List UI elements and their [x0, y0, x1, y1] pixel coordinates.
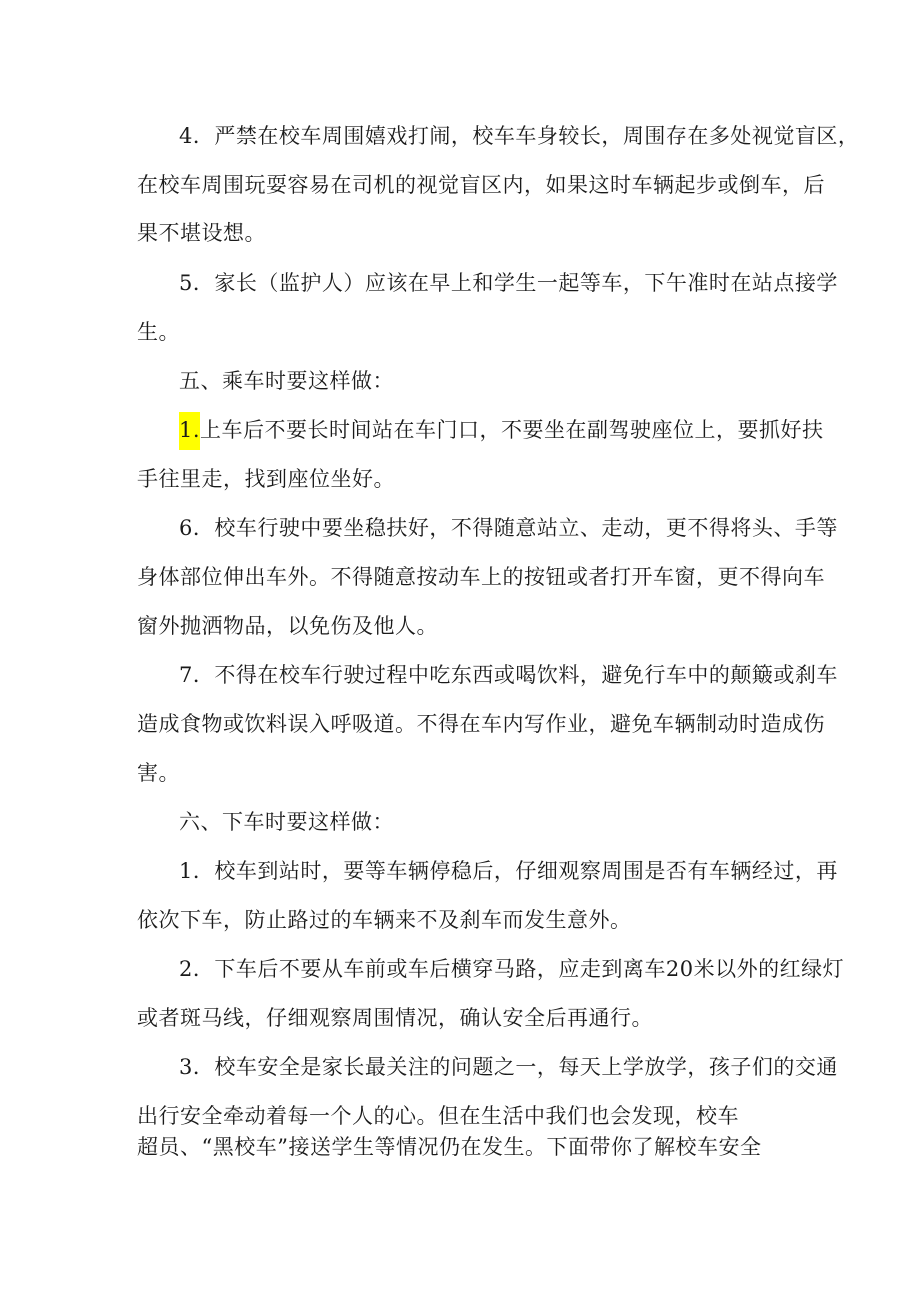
item-7-line-2: 造成食物或饮料误入呼吸道。不得在车内写作业，避免车辆制动时造成伤: [137, 712, 825, 736]
alighting-item-1-line-2: 依次下车，防止路过的车辆来不及刹车而发生意外。: [137, 908, 632, 932]
section-six-heading: 六、下车时要这样做：: [179, 810, 394, 834]
boarding-item-1-line-1: [179, 416, 824, 444]
item-6-line-3: 窗外抛洒物品，以免伤及他人。: [137, 614, 438, 638]
item-5-line-2: 生。: [137, 320, 180, 344]
item-5-line-1: 5．家长（监护人）应该在早上和学生一起等车，下午准时在站点接学: [179, 271, 838, 295]
section-five-heading: 五、乘车时要这样做：: [179, 369, 394, 393]
item-6-line-1: 6．校车行驶中要坐稳扶好，不得随意站立、走动，更不得将头、手等: [179, 516, 838, 540]
boarding-item-1-line-2: 手往里走，找到座位坐好。: [137, 467, 395, 491]
alighting-item-2-line-1: 2．下车后不要从车前或车后横穿马路，应走到离车20米以外的红绿灯: [179, 957, 845, 981]
item-6-line-2: 身体部位伸出车外。不得随意按动车上的按钮或者打开车窗，更不得向车: [137, 565, 825, 589]
item-7-line-1: 7．不得在校车行驶过程中吃东西或喝饮料，避免行车中的颠簸或刹车: [179, 663, 838, 687]
boarding-item-1-text: 上车后不要长时间站在车门口，不要坐在副驾驶座位上，要抓好扶: [200, 418, 824, 442]
item-7-line-3: 害。: [137, 761, 180, 785]
alighting-item-3-line-3: 超员、“黑校车”接送学生等情况仍在发生。下面带你了解校车安全: [137, 1135, 762, 1159]
alighting-item-3-line-1: 3．校车安全是家长最关注的问题之一，每天上学放学，孩子们的交通: [179, 1055, 838, 1079]
item-4-line-3: 果不堪设想。: [137, 221, 266, 245]
highlighted-number-marker: 1.: [179, 412, 200, 450]
item-4-line-2: 在校车周围玩耍容易在司机的视觉盲区内，如果这时车辆起步或倒车，后: [137, 173, 825, 197]
alighting-item-2-line-2: 或者斑马线，仔细观察周围情况，确认安全后再通行。: [137, 1006, 653, 1030]
item-4-line-1: 4．严禁在校车周围嬉戏打闹，校车车身较长，周围存在多处视觉盲区，: [179, 124, 860, 148]
alighting-item-1-line-1: 1．校车到站时，要等车辆停稳后，仔细观察周围是否有车辆经过，再: [179, 859, 838, 883]
alighting-item-3-line-2: 出行安全牵动着每一个人的心。但在生活中我们也会发现，校车: [137, 1104, 739, 1128]
